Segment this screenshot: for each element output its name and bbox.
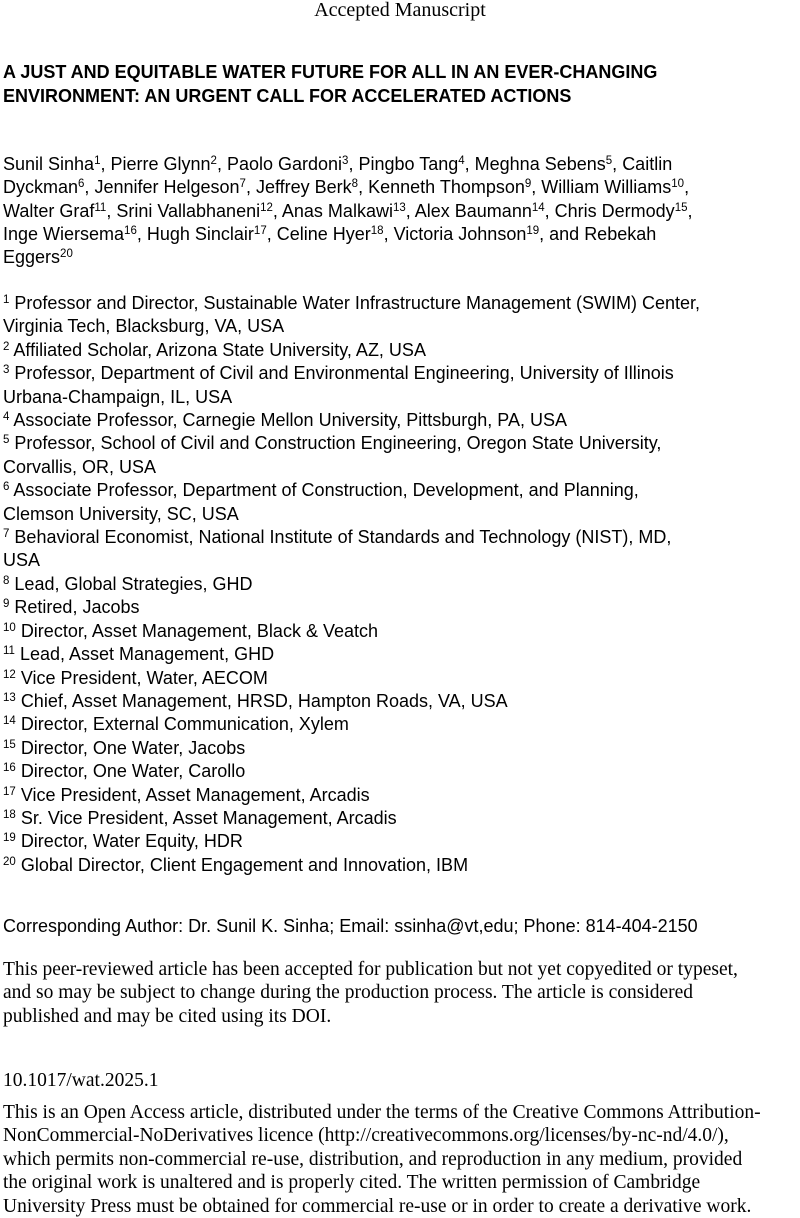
author-name: Anas Malkawi xyxy=(281,200,393,221)
author-name: Jeffrey Berk xyxy=(255,177,352,198)
author-name: Chris Dermody xyxy=(554,200,675,221)
affiliation-item xyxy=(3,409,800,432)
peer-review-notice xyxy=(3,958,800,1028)
author-superscript: 7 xyxy=(239,178,246,191)
author-name: Paolo Gardoni xyxy=(226,154,343,174)
license-line: the original work is unaltered and is properly cited. The written permission of Cambridge xyxy=(3,1172,701,1194)
affiliation-number: 1 xyxy=(3,294,10,306)
author-superscript: 4 xyxy=(458,155,465,167)
author-superscript: 15 xyxy=(674,201,688,214)
author-line: Dyckman$^6$, Jennifer Helgeson$^7$, Jeffrey Berk$^8$, Kenneth Thompson$^9$, William Williams$^{10}$, xyxy=(3,177,690,198)
license-line: University Press must be obtained for commercial re-use or in order to create a derivative work. xyxy=(3,1195,752,1217)
affiliation-text: Chief, Asset Management, HRSD, Hampton Roads, VA, USA xyxy=(20,690,508,711)
affiliation-number: 5 xyxy=(3,434,10,447)
affiliation-continuation: Clemson University, SC, USA xyxy=(3,503,239,524)
author-line xyxy=(3,246,800,269)
author-name: William Williams xyxy=(541,177,672,198)
author-name: Meghna Sebens xyxy=(474,154,606,174)
notice-line: published and may be cited using its DOI. xyxy=(3,1005,332,1027)
license-line: This is an Open Access article, distributed under the terms of the Creative Commons Attribution- xyxy=(3,1102,761,1123)
affiliation-item xyxy=(3,643,800,666)
author-superscript: 16 xyxy=(124,224,137,237)
affiliation-item xyxy=(3,573,800,596)
affiliation-item xyxy=(3,526,800,549)
author-line: Inge Wiersema$^{16}$, Hugh Sinclair$^{17}$, Celine Hyer$^{18}$, Victoria Johnson$^{19}$, and Rebekah xyxy=(3,223,657,244)
license-line: which permits non-commercial re-use, distribution, and reproduction in any medium, provided xyxy=(3,1148,743,1170)
affiliation-text: Professor, Department of Civil and Environmental Engineering, University of Illinois xyxy=(14,363,674,384)
affiliation-number: 19 xyxy=(3,832,16,845)
affiliation-number: 6 xyxy=(3,481,10,494)
affiliation-number: 12 xyxy=(3,668,16,681)
affiliation-text: Director, Asset Management, Black & Veatch xyxy=(20,620,378,641)
author-line: Walter Graf$^{11}$, Srini Vallabhaneni$^{12}$, Anas Malkawi$^{13}$, Alex Baumann$^{14}$, Chris Dermody$^{15}$, xyxy=(3,200,693,221)
affiliation-item xyxy=(3,760,800,783)
affiliation-text: Director, One Water, Carollo xyxy=(20,761,246,782)
author-name-part: Eggers xyxy=(3,247,61,268)
doi xyxy=(3,1069,800,1092)
affiliation-text: Affiliated Scholar, Arizona State University, AZ, USA xyxy=(13,339,426,360)
author-name-part: Rebekah xyxy=(584,223,657,244)
affiliation-item xyxy=(3,596,800,619)
affiliation-text: Associate Professor, Carnegie Mellon University, Pittsburgh, PA, USA xyxy=(13,410,567,431)
doi-text: 10.1017/wat.2025.1 xyxy=(3,1070,159,1091)
author-superscript: 18 xyxy=(370,224,384,237)
affiliation-number: 10 xyxy=(3,621,16,634)
accepted-manuscript-header: Accepted Manuscript xyxy=(314,0,486,21)
affiliation-text: Professor and Director, Sustainable Water Infrastructure Management (SWIM) Center, xyxy=(14,293,701,313)
author-superscript: 12 xyxy=(260,201,273,214)
license-notice xyxy=(3,1101,800,1218)
affiliation-number: 14 xyxy=(3,715,16,728)
author-superscript: 6 xyxy=(78,178,85,191)
affiliation-item xyxy=(3,737,800,760)
affiliation-text: Director, External Communication, Xylem xyxy=(20,714,349,735)
notice-line: This peer-reviewed article has been accepted for publication but not yet copyedited or typeset, xyxy=(3,959,738,980)
affiliation-continuation: USA xyxy=(3,550,41,571)
author-name-part: Caitlin xyxy=(622,154,673,174)
affiliation-item xyxy=(3,620,800,643)
author-name: Pingbo Tang xyxy=(358,154,459,174)
affiliation-text: Vice President, Water, AECOM xyxy=(20,667,268,688)
affiliation-number: 9 xyxy=(3,598,10,611)
title-line: A JUST AND EQUITABLE WATER FUTURE FOR ALL IN AN EVER-CHANGING xyxy=(3,62,658,82)
notice-line: and so may be subject to change during the production process. The article is considered xyxy=(3,982,694,1004)
affiliation-item xyxy=(3,667,800,690)
affiliation-number: 11 xyxy=(3,645,15,658)
affiliation-number: 17 xyxy=(3,785,16,798)
affiliation-number: 16 xyxy=(3,762,16,775)
affiliation-number: 20 xyxy=(3,855,16,868)
author-superscript: 8 xyxy=(351,178,359,191)
author-name: Inge Wiersema xyxy=(3,223,125,244)
affiliation-text: Director, Water Equity, HDR xyxy=(20,831,243,852)
author-superscript: 17 xyxy=(253,224,267,237)
author-name: Hugh Sinclair xyxy=(146,223,254,244)
author-line: Sunil Sinha$^1$, Pierre Glynn$^2$, Paolo Gardoni$^3$, Pingbo Tang$^4$, Meghna Sebens$^5$, Caitlin xyxy=(3,154,673,174)
author-name-part: Dyckman xyxy=(3,177,79,198)
author-name: Celine Hyer xyxy=(276,223,371,244)
author-name: Alex Baumann xyxy=(414,200,532,221)
affiliation-item xyxy=(3,292,800,315)
affiliation-item xyxy=(3,854,800,877)
author-name: Kenneth Thompson xyxy=(368,177,525,198)
affiliation-text: Global Director, Client Engagement and Innovation, IBM xyxy=(20,854,469,875)
author-conjunction: , and xyxy=(539,223,585,244)
author-superscript: 13 xyxy=(392,201,406,214)
author-superscript: 20 xyxy=(60,248,73,261)
affiliation-text: Lead, Global Strategies, GHD xyxy=(14,573,253,594)
affiliation-list xyxy=(3,292,800,877)
author-superscript: 11 xyxy=(94,201,107,214)
affiliation-number: 4 xyxy=(3,411,10,424)
affiliation-number: 8 xyxy=(3,574,10,587)
affiliation-continuation: Virginia Tech, Blacksburg, VA, USA xyxy=(3,316,285,337)
author-superscript: 10 xyxy=(671,178,685,191)
affiliation-item xyxy=(3,479,800,502)
affiliation-number: 2 xyxy=(3,340,10,353)
affiliation-item xyxy=(3,362,800,385)
affiliation-text: Professor, School of Civil and Construction Engineering, Oregon State University, xyxy=(14,433,662,454)
affiliation-item xyxy=(3,339,800,362)
corresponding-author: Corresponding Author: Dr. Sunil K. Sinha; Email: ssinha@vt,edu; Phone: 814-404-2150 xyxy=(3,916,698,936)
author-name: Victoria Johnson xyxy=(393,223,527,244)
author-name: Srini Vallabhaneni xyxy=(116,200,261,221)
affiliation-text: Behavioral Economist, National Institute of Standards and Technology (NIST), MD, xyxy=(14,527,672,548)
affiliation-continuation: Corvallis, OR, USA xyxy=(3,456,157,477)
author-superscript: 19 xyxy=(526,224,540,237)
author-superscript: 5 xyxy=(605,155,613,167)
affiliation-number: 18 xyxy=(3,808,16,821)
author-superscript: 2 xyxy=(210,155,217,167)
author-name: Pierre Glynn xyxy=(110,154,211,174)
author-superscript: 9 xyxy=(524,178,532,191)
affiliation-text: Director, One Water, Jacobs xyxy=(20,737,246,758)
affiliation-number: 3 xyxy=(3,364,10,377)
affiliation-text: Associate Professor, Department of Construction, Development, and Planning, xyxy=(13,480,639,501)
author-name: Walter Graf xyxy=(3,200,95,221)
affiliation-text: Retired, Jacobs xyxy=(14,597,140,618)
license-line: NonCommercial-NoDerivatives licence (http://creativecommons.org/licenses/by-nc-nd/4.0/), xyxy=(3,1125,729,1147)
author-list xyxy=(3,153,800,269)
affiliation-text: Lead, Asset Management, GHD xyxy=(19,644,275,665)
title-line: ENVIRONMENT: AN URGENT CALL FOR ACCELERATED ACTIONS xyxy=(3,86,572,106)
affiliation-text: Sr. Vice President, Asset Management, Arcadis xyxy=(20,807,397,828)
paper-title xyxy=(3,60,797,108)
author-superscript: 3 xyxy=(342,155,349,167)
affiliation-number: 7 xyxy=(3,528,10,541)
affiliation-item xyxy=(3,784,800,807)
affiliation-item xyxy=(3,713,800,736)
affiliation-item xyxy=(3,807,800,830)
author-superscript: 14 xyxy=(531,201,545,214)
author-name: Sunil Sinha xyxy=(3,154,95,174)
affiliation-text: Vice President, Asset Management, Arcadis xyxy=(20,784,370,805)
affiliation-number: 13 xyxy=(3,691,16,704)
affiliation-item xyxy=(3,690,800,713)
affiliation-continuation: Urbana-Champaign, IL, USA xyxy=(3,386,233,407)
affiliation-item xyxy=(3,830,800,853)
affiliation-item xyxy=(3,432,800,455)
author-name: Jennifer Helgeson xyxy=(94,177,240,198)
affiliation-number: 15 xyxy=(3,738,16,751)
author-superscript: 1 xyxy=(94,155,101,167)
